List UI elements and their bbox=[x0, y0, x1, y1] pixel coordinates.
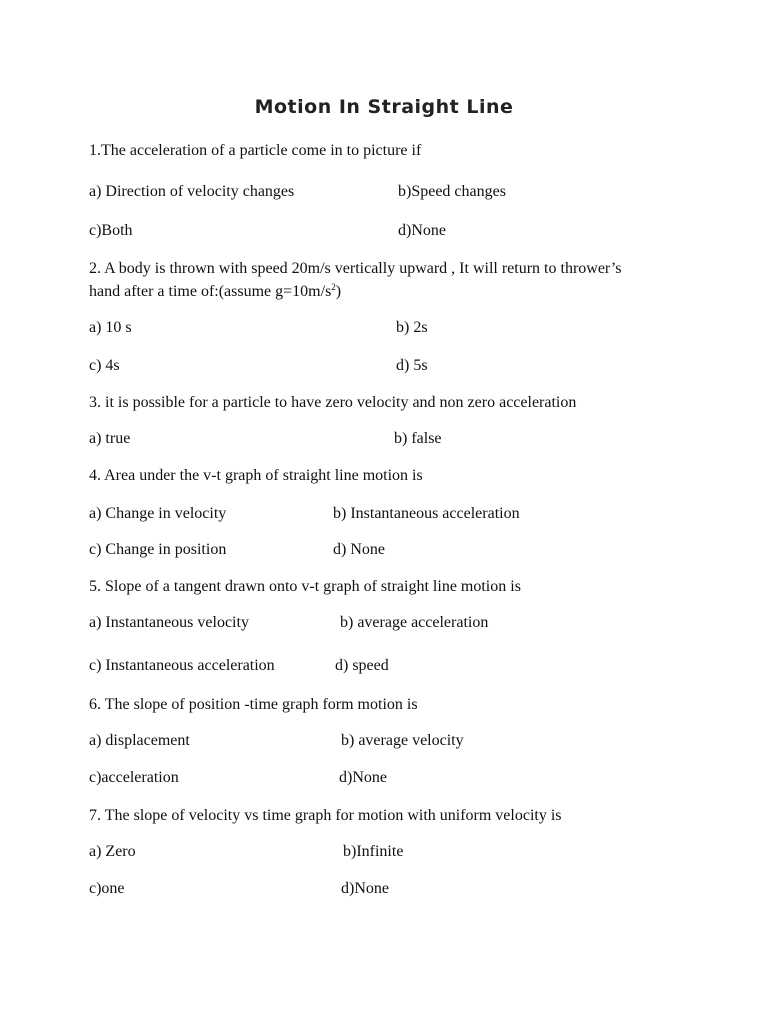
question-4-option-a: a) Change in velocity bbox=[89, 505, 227, 522]
question-3-option-b: b) false bbox=[394, 430, 442, 447]
question-5-option-d: d) speed bbox=[335, 657, 389, 674]
question-2-text-main: hand after a time of:(assume g=10m/s bbox=[89, 283, 332, 300]
question-2-text-line2 bbox=[89, 281, 341, 303]
question-6-option-a: a) displacement bbox=[89, 732, 190, 749]
question-5-text: 5. Slope of a tangent drawn onto v-t graph of straight line motion is bbox=[89, 578, 521, 595]
question-6-option-d: d)None bbox=[339, 769, 387, 786]
question-1-option-b: b)Speed changes bbox=[398, 183, 506, 200]
question-6-option-c: c)acceleration bbox=[89, 769, 179, 786]
question-4-option-b: b) Instantaneous acceleration bbox=[333, 505, 520, 522]
question-7-option-a: a) Zero bbox=[89, 843, 136, 860]
question-3-option-a: a) true bbox=[89, 430, 131, 447]
question-5-option-c: c) Instantaneous acceleration bbox=[89, 657, 275, 674]
question-4-text: 4. Area under the v-t graph of straight line motion is bbox=[89, 467, 423, 484]
question-1-option-a: a) Direction of velocity changes bbox=[89, 183, 295, 200]
question-5-option-a: a) Instantaneous velocity bbox=[89, 614, 249, 631]
question-4-option-c: c) Change in position bbox=[89, 541, 227, 558]
question-7-option-b: b)Infinite bbox=[343, 843, 404, 860]
question-1-option-c: c)Both bbox=[89, 222, 133, 239]
question-2-option-a: a) 10 s bbox=[89, 319, 132, 336]
question-2-option-d: d) 5s bbox=[396, 357, 428, 374]
question-2-text-line1: 2. A body is thrown with speed 20m/s vertically upward , It will return to thrower’s bbox=[89, 260, 622, 277]
question-2-option-c: c) 4s bbox=[89, 357, 120, 374]
question-1-text: 1.The acceleration of a particle come in to picture if bbox=[89, 142, 422, 159]
question-7-option-c: c)one bbox=[89, 880, 125, 897]
question-2-option-b: b) 2s bbox=[396, 319, 428, 336]
question-7-option-d: d)None bbox=[341, 880, 389, 897]
question-2-text-end: ) bbox=[335, 283, 342, 300]
question-3-text: 3. it is possible for a particle to have zero velocity and non zero acceleration bbox=[89, 394, 577, 411]
question-1-option-d: d)None bbox=[398, 222, 446, 239]
question-4-option-d: d) None bbox=[333, 541, 385, 558]
question-6-option-b: b) average velocity bbox=[341, 732, 464, 749]
document-title: Motion In Straight Line bbox=[254, 96, 514, 118]
question-7-text: 7. The slope of velocity vs time graph for motion with uniform velocity is bbox=[89, 807, 562, 824]
question-6-text: 6. The slope of position -time graph form motion is bbox=[89, 696, 418, 713]
question-5-option-b: b) average acceleration bbox=[340, 614, 489, 631]
question-2-superscript: 2 bbox=[331, 282, 336, 292]
